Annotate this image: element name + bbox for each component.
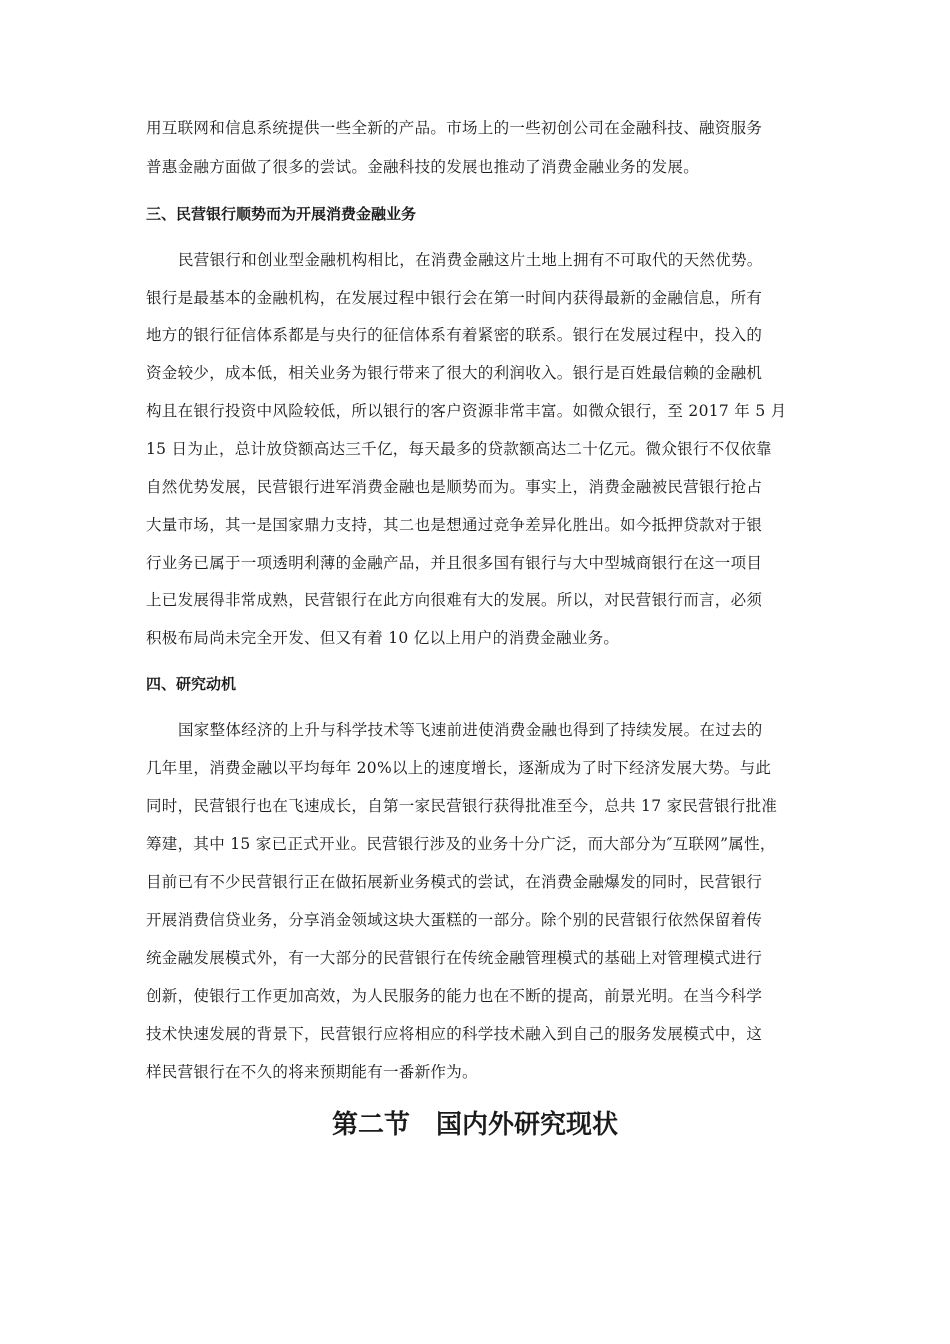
paragraph-line: 开展消费信贷业务，分享消金领域这块大蛋糕的一部分。除个别的民营银行依然保留着传 — [146, 911, 763, 929]
paragraph-line: 15 日为止，总计放贷额高达三千亿，每天最多的贷款额高达二十亿元。微众银行不仅依靠 — [146, 440, 772, 458]
section-title: 第二节 国内外研究现状 — [331, 1110, 618, 1140]
paragraph-line: 资金较少，成本低，相关业务为银行带来了很大的利润收入。银行是百姓最信赖的金融机 — [146, 364, 763, 382]
paragraph-line: 样民营银行在不久的将来预期能有一番新作为。 — [146, 1063, 478, 1081]
paragraph-line: 自然优势发展，民营银行进军消费金融也是顺势而为。事实上，消费金融被民营银行抢占 — [146, 478, 763, 496]
paragraph-line: 统金融发展模式外，有一大部分的民营银行在传统金融管理模式的基础上对管理模式进行 — [146, 949, 763, 967]
paragraph-line: 几年里，消费金融以平均每年 20%以上的速度增长，逐渐成为了时下经济发展大势。与此 — [146, 759, 772, 777]
paragraph-line: 民营银行和创业型金融机构相比，在消费金融这片土地上拥有不可取代的天然优势。 — [178, 251, 763, 269]
paragraph-line: 创新，使银行工作更加高效，为人民服务的能力也在不断的提高，前景光明。在当今科学 — [146, 987, 763, 1005]
paragraph-line: 积极布局尚未完全开发、但又有着 10 亿以上用户的消费金融业务。 — [146, 629, 620, 647]
paragraph-line: 行业务已属于一项透明利薄的金融产品，并且很多国有银行与大中型城商银行在这一项目 — [146, 554, 763, 572]
paragraph-line: 构且在银行投资中风险较低，所以银行的客户资源非常丰富。如微众银行，至 2017 年 5 月 — [146, 402, 787, 420]
paragraph-line: 大量市场，其一是国家鼎力支持，其二也是想通过竞争差异化胜出。如今抵押贷款对于银 — [146, 516, 763, 534]
paragraph-line: 普惠金融方面做了很多的尝试。金融科技的发展也推动了消费金融业务的发展。 — [146, 158, 700, 176]
paragraph-line: 用互联网和信息系统提供一些全新的产品。市场上的一些初创公司在金融科技、融资服务 — [146, 119, 763, 137]
paragraph-line: 技术快速发展的背景下，民营银行应将相应的科学技术融入到自己的服务发展模式中，这 — [146, 1025, 763, 1043]
paragraph-line: 目前已有不少民营银行正在做拓展新业务模式的尝试，在消费金融爆发的同时，民营银行 — [146, 873, 763, 891]
paragraph-line: 上已发展得非常成熟，民营银行在此方向很难有大的发展。所以，对民营银行而言，必须 — [146, 591, 763, 609]
paragraph-line: 国家整体经济的上升与科学技术等飞速前进使消费金融也得到了持续发展。在过去的 — [178, 721, 763, 739]
paragraph-line: 同时，民营银行也在飞速成长，自第一家民营银行获得批准至今，总共 17 家民营银行批准 — [146, 797, 778, 815]
section-heading: 四、研究动机 — [146, 675, 237, 693]
paragraph-line: 筹建，其中 15 家已正式开业。民营银行涉及的业务十分广泛，而大部分为″互联网”属性， — [146, 835, 776, 853]
paragraph-line: 地方的银行征信体系都是与央行的征信体系有着紧密的联系。银行在发展过程中，投入的 — [146, 326, 763, 344]
paragraph-line: 银行是最基本的金融机构，在发展过程中银行会在第一时间内获得最新的金融信息，所有 — [146, 289, 763, 307]
section-heading: 三、民营银行顺势而为开展消费金融业务 — [146, 205, 417, 223]
